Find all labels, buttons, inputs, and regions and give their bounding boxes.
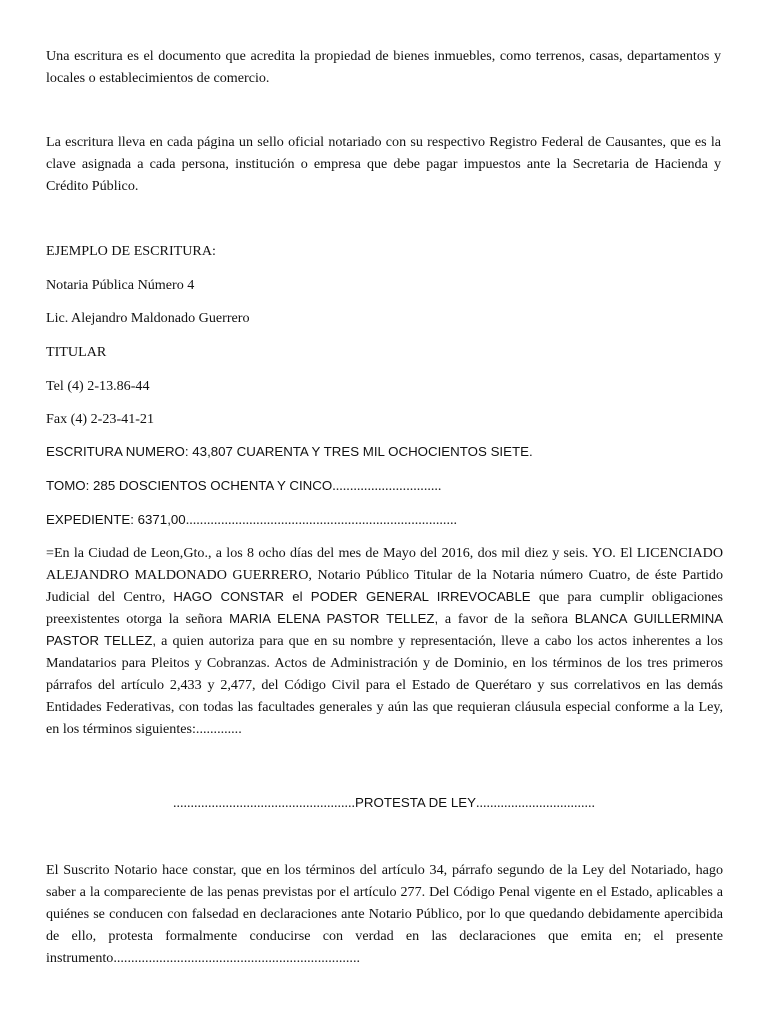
poder-text-1: =En la Ciudad de Leon,Gto., a los 8 ocho días del mes de Mayo del 2016, dos mil diez y seis. YO. El LICENCIADO ALEJANDRO MALDONADO GUERRERO,	[46, 545, 723, 583]
protesta-right-dots: ..................................	[475, 796, 595, 811]
poder-text-7: BLANCA GUILLERMINA PASTOR TELLEZ,	[46, 611, 724, 648]
poder-text-3: HAGO CONSTAR el PODER GENERAL IRREVOCABLE	[173, 589, 539, 604]
poder-text-2: Notario Público Titular de la Notaria número Cuatro, de éste Partido Judicial del Centro,	[46, 567, 723, 605]
tel-line: Tel (4) 2-13.86-44	[46, 378, 150, 394]
tomo-text: TOMO: 285 DOSCIENTOS OCHENTA Y CINCO	[46, 478, 333, 493]
expediente-line	[46, 510, 457, 530]
expediente-text: EXPEDIENTE: 6371,00	[46, 512, 186, 527]
poder-text-6: a favor de la señora	[438, 611, 575, 627]
intro-paragraph: Una escritura es el documento que acredita la propiedad de bienes inmuebles, como terrenos, casas, departamentos y locales o establecimientos de comercio.	[46, 48, 721, 86]
final-text: El Suscrito Notario hace constar, que en los términos del artículo 34, párrafo segundo de la Ley del Notariado, hago saber a la compareciente de las penas previstas por el artículo 277. Del Código Penal vigente en el Estado, aplicables a quiénes se conducen con falsedad en declaraciones ante Notario Público, por lo que quedando debidamente apercibida de ello, protesta formalmente conducirse con verdad en las declaraciones que emita en; el presente instrumento	[46, 862, 723, 966]
escritura-numero-line: ESCRITURA NUMERO: 43,807 CUARENTA Y TRES MIL OCHOCIENTOS SIETE.	[46, 444, 533, 459]
expediente-dots: .............................................................................	[185, 512, 458, 528]
final-dots: ......................................................................	[113, 950, 360, 966]
tomo-line	[46, 476, 441, 496]
tomo-dots: ...............................	[332, 478, 442, 494]
final-paragraph	[46, 859, 723, 969]
sello-paragraph: La escritura lleva en cada página un sello oficial notariado con su respectivo Registro Federal de Causantes, que es la clave asignada a cada persona, institución o empresa que debe pagar impuestos ante la Secretaria de Hacienda y Crédito Público.	[46, 134, 721, 194]
lic-line: Lic. Alejandro Maldonado Guerrero	[46, 310, 250, 326]
notaria-line: Notaria Pública Número 4	[46, 277, 195, 293]
protesta-title: PROTESTA DE LEY	[355, 795, 476, 810]
poder-text-4: que para cumplir obligaciones preexistentes otorga la señora	[46, 589, 723, 627]
poder-paragraph	[46, 542, 723, 740]
fax-line: Fax (4) 2-23-41-21	[46, 411, 155, 427]
protesta-heading	[0, 793, 768, 814]
titular-line: TITULAR	[46, 344, 107, 360]
poder-text-8: a quien autoriza para que en su nombre y representación, lleve a cabo los actos inherentes a los Mandatarios para Pleitos y Cobranzas. Actos de Administración y de Dominio, en los términos de los tres primeros párrafos del artículo 2,433 y 2,477, del Código Civil para el Estado de Querétaro y sus correlativos en las demás Entidades Federativas, con todas las facultades generales y aún las que requieran cláusula especial conforme a la Ley, en los términos siguientes:.............	[46, 633, 723, 737]
example-heading: EJEMPLO DE ESCRITURA:	[46, 243, 216, 259]
poder-text-5: MARIA ELENA PASTOR TELLEZ,	[229, 611, 439, 626]
protesta-left-dots: ....................................................	[173, 796, 356, 811]
